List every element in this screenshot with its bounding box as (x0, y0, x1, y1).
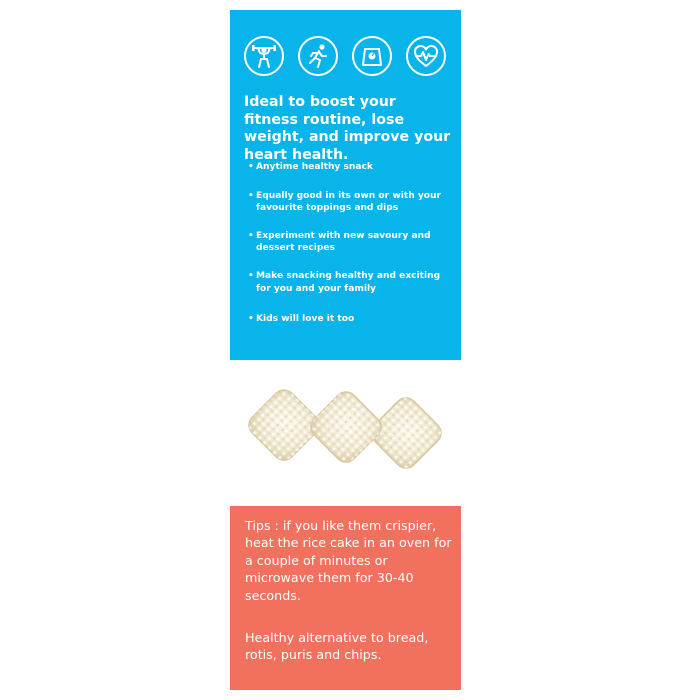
fitness-headline: Ideal to boost your fitness routine, lose weight, and improve your heart health. (244, 94, 451, 163)
runner-icon (298, 36, 338, 76)
tips-text: Tips : if you like them crispier, heat the rice cake in an oven for a couple of minutes or microwave them for 30-40 seconds. (245, 518, 452, 603)
list-item: • Kids will love it too (250, 313, 455, 326)
benefit-list (250, 161, 455, 326)
weighing-scale-icon (352, 36, 392, 76)
tips-panel (230, 506, 461, 690)
rice-cakes-image (232, 383, 462, 483)
rice-cake-middle (306, 387, 385, 466)
fitness-panel (230, 10, 461, 360)
list-item: • Anytime healthy snack (250, 161, 455, 174)
fitness-icon-row (244, 36, 446, 78)
weightlifter-icon (244, 36, 284, 76)
list-item: • Experiment with new savoury and dessert recipes (250, 230, 455, 255)
list-item: • Equally good in its own or with your favourite toppings and dips (250, 190, 455, 215)
heart-pulse-icon (406, 36, 446, 76)
list-item: • Make snacking healthy and exciting for you and your family (250, 270, 455, 295)
alternative-text: Healthy alternative to bread, rotis, puris and chips. (245, 630, 429, 663)
